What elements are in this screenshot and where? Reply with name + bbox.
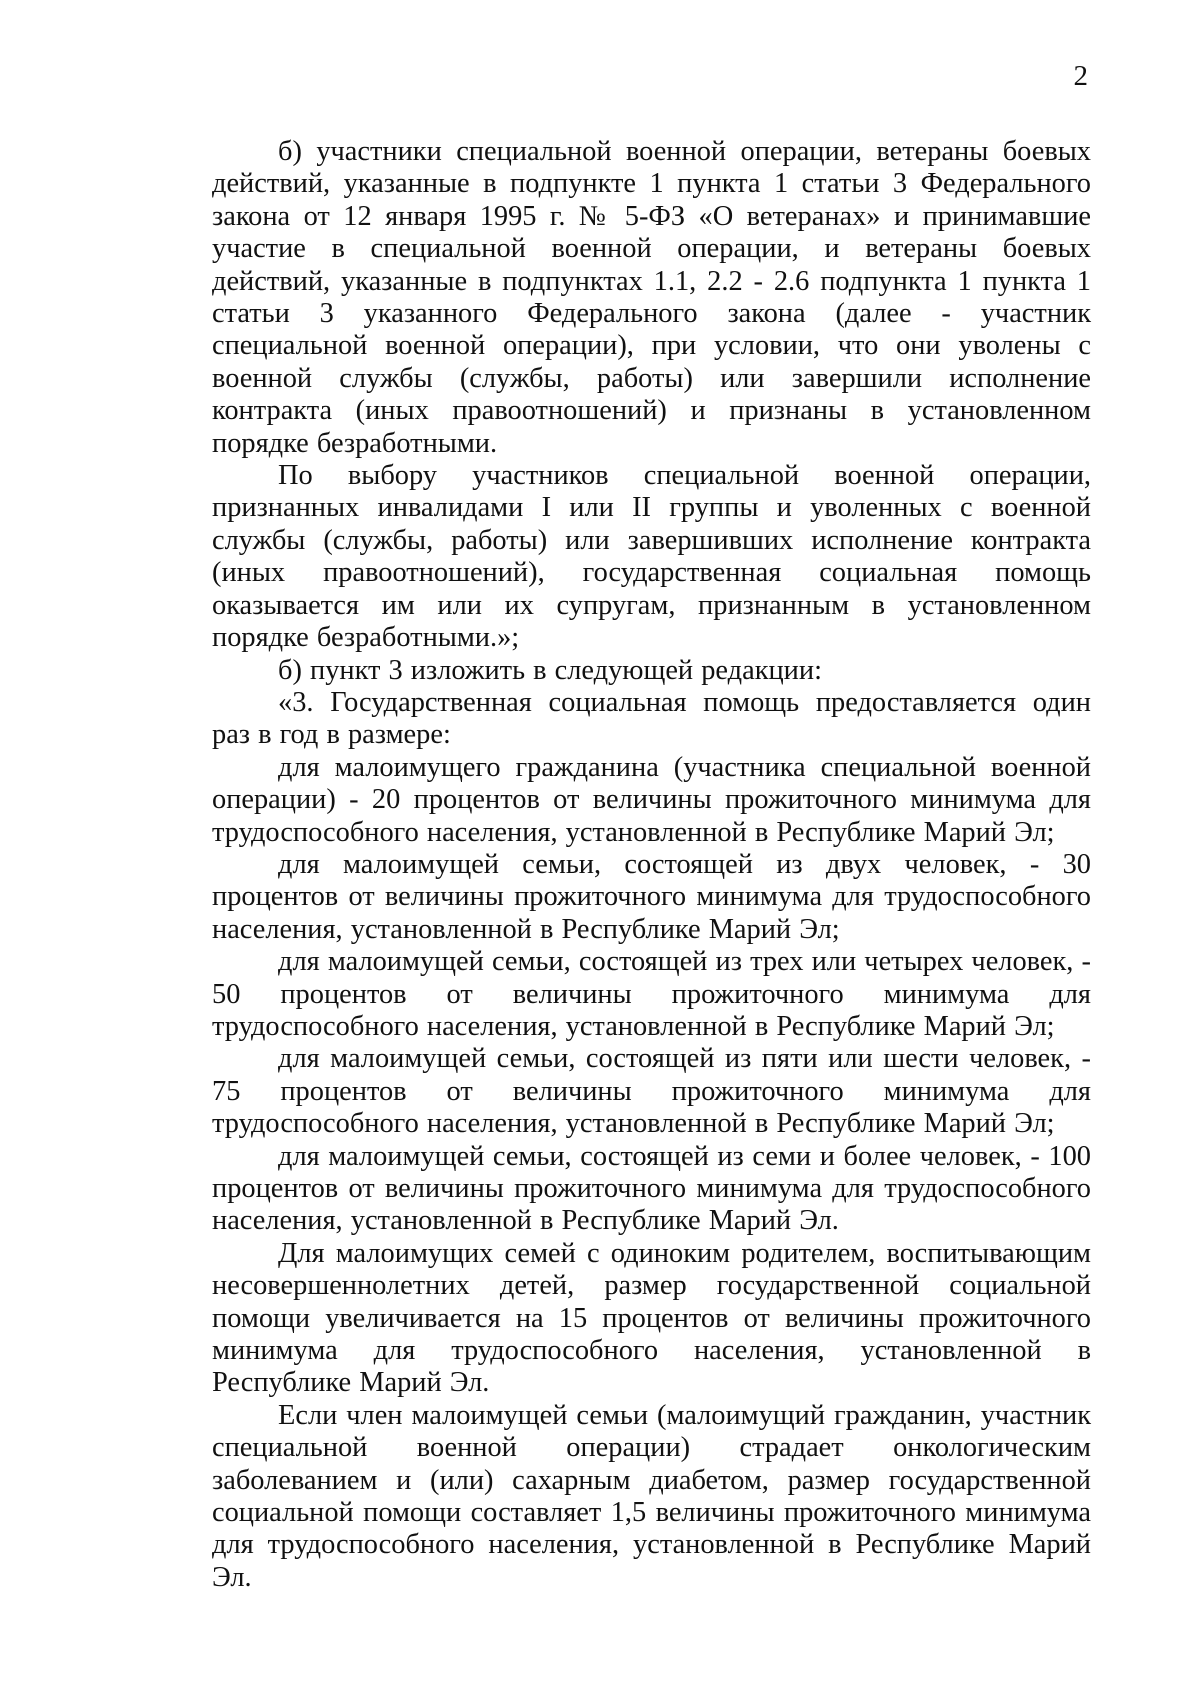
paragraph-oncology-diabetes-rate: Если член малоимущей семьи (малоимущий гражданин, участник специальной военной операции) страдает онкологическим заболеванием и (или) сахарным диабетом, размер государственной социальной помощи составляет 1,5 величины прожиточного минимума для трудоспособного населения, установленной в Республике Марий Эл. [212, 1399, 1091, 1593]
paragraph-disabled-participants: По выбору участников специальной военной операции, признанных инвалидами I или II группы и уволенных с военной службы (службы, работы) или завершивших исполнение контракта (иных правоотношений), государственная социальная помощь оказывается им или их супругам, признанным в установленном порядке безработными.»; [212, 460, 1091, 654]
paragraph-seven-plus-person-family-rate: для малоимущей семьи, состоящей из семи и более человек, - 100 процентов от величины прожиточного минимума для трудоспособного населения, установленной в Республике Марий Эл. [212, 1140, 1091, 1237]
paragraph-amendment-point-3: б) пункт 3 изложить в следующей редакции: [278, 654, 822, 686]
paragraph-participants: б) участники специальной военной операции, ветераны боевых действий, указанные в подпункте 1 пункта 1 статьи 3 Федерального закона от 12 января 1995 г. № 5-ФЗ «О ветеранах» и принимавшие участие в специальной военной операции, и ветераны боевых действий, указанные в подпунктах 1.1, 2.2 - 2.6 подпункта 1 пункта 1 статьи 3 указанного Федерального закона (далее - участник специальной военной операции), при условии, что они уволены с военной службы (службы, работы) или завершили исполнение контракта (иных правоотношений) и признаны в установленном порядке безработными. [212, 136, 1091, 459]
paragraph-two-person-family-rate: для малоимущей семьи, состоящей из двух человек, - 30 процентов от величины прожиточного минимума для трудоспособного населения, установленной в Республике Марий Эл; [212, 848, 1091, 945]
paragraph-five-six-person-family-rate: для малоимущей семьи, состоящей из пяти или шести человек, - 75 процентов от величины прожиточного минимума для трудоспособного населения, установленной в Республике Марий Эл; [212, 1043, 1091, 1140]
document-body [212, 136, 1091, 1594]
paragraph-single-citizen-rate: для малоимущего гражданина (участника специальной военной операции) - 20 процентов от величины прожиточного минимума для трудоспособного населения, установленной в Республике Марий Эл; [212, 751, 1091, 848]
page-number: 2 [1073, 60, 1088, 92]
paragraph-assistance-frequency: «3. Государственная социальная помощь предоставляется один раз в год в размере: [212, 686, 1091, 751]
paragraph-three-four-person-family-rate: для малоимущей семьи, состоящей из трех или четырех человек, - 50 процентов от величины прожиточного минимума для трудоспособного населения, установленной в Республике Марий Эл; [212, 946, 1091, 1042]
paragraph-single-parent-increase: Для малоимущих семей с одиноким родителем, воспитывающим несовершеннолетних детей, размер государственной социальной помощи увеличивается на 15 процентов от величины прожиточного минимума для трудоспособного населения, установленной в Республике Марий Эл. [212, 1237, 1091, 1399]
